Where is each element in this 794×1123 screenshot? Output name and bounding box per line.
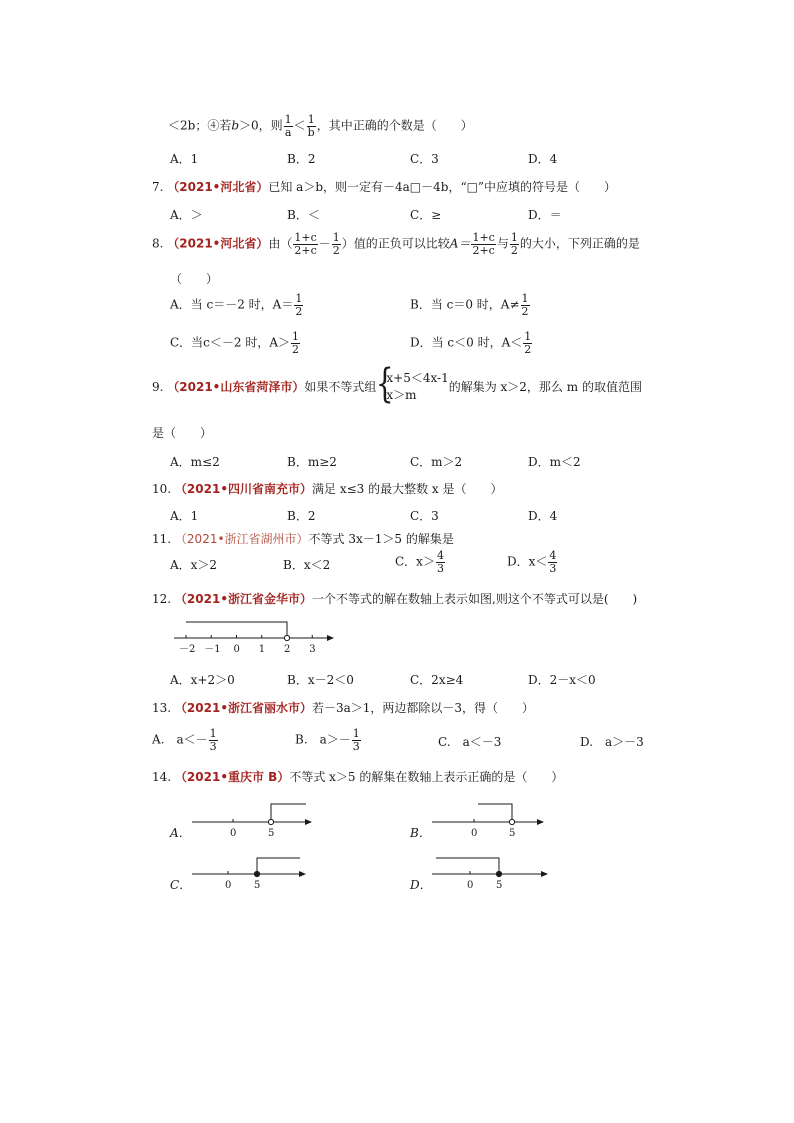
q7-number: 7.	[152, 180, 164, 194]
q7-option-b: B．＜	[287, 208, 320, 222]
q8-minus: －	[318, 236, 331, 251]
q9-option-b: B．m≥2	[287, 455, 337, 469]
svg-text:5: 5	[268, 828, 275, 839]
q8-source: （2021•河北省）	[167, 236, 269, 251]
q6-option-b: B．2	[287, 152, 316, 166]
q8-option-a: A．当 c＝－2 时，A＝ $\frac{1}{2}$	[170, 292, 303, 318]
q8-option-d: D．当 c＜0 时，A＜ $\frac{1}{2}$	[410, 330, 532, 356]
q13-option-d: D. a＞－3	[580, 735, 644, 749]
q13-source: （2021•浙江省丽水市）	[174, 701, 312, 715]
q11-option-d: D．x＜ $\frac{4}{3}$	[507, 549, 557, 575]
q13-option-b: B. a＞－ $\frac{1}{3}$	[295, 727, 360, 753]
q6-option-a: A．1	[170, 152, 199, 166]
svg-text:0: 0	[471, 828, 478, 839]
q6-text-start: ＜2b；④若	[168, 118, 232, 133]
q8-text-1: 由（	[268, 236, 293, 251]
q14-option-b-number-line	[430, 800, 560, 840]
q12-option-d: D．2－x＜0	[528, 673, 596, 687]
q12-tick-label: 0	[233, 644, 240, 655]
q12-text: 一个不等式的解在数轴上表示如图,则这个不等式可以是( )	[312, 592, 638, 606]
q8-frac-1: $\frac{1+c}{2+c}$	[294, 231, 317, 257]
q11-option-c: C．x＞ $\frac{4}{3}$	[395, 549, 444, 575]
q10-option-a: A．1	[170, 509, 199, 523]
svg-text:0: 0	[225, 880, 232, 891]
q9-option-d: D．m＜2	[528, 455, 581, 469]
q11-option-b: B．x＜2	[283, 558, 331, 572]
q12-number: 12.	[152, 592, 172, 606]
q12-source: （2021•浙江省金华市）	[174, 592, 312, 606]
q12-tick-label: 2	[284, 644, 291, 655]
q6-text-lt: ＜	[293, 118, 306, 133]
q14-text: 不等式 x＞5 的解集在数轴上表示正确的是（ ）	[289, 770, 564, 784]
q6-frac-1b: $\frac{1}{b}$	[307, 113, 315, 139]
q12-number-line	[172, 616, 342, 658]
q12-option-b: B．x－2＜0	[287, 673, 354, 687]
q8-paren: （ ）	[170, 272, 219, 286]
q13-text: 若－3a＞1，两边都除以－3，得（ ）	[312, 701, 535, 715]
q9-option-a: A．m≤2	[170, 455, 220, 469]
q6-option-c: C．3	[410, 152, 439, 166]
q10-option-c: C．3	[410, 509, 439, 523]
q10-line	[152, 480, 502, 497]
svg-text:0: 0	[467, 880, 474, 891]
q7-option-a: A．＞	[170, 208, 203, 222]
q12-tick-label: 1	[258, 644, 266, 655]
q14-line	[152, 768, 563, 785]
q7-option-c: C．≥	[410, 208, 442, 222]
q9-source: （2021•山东省菏泽市）	[167, 379, 305, 394]
q14-option-a-number-line	[190, 800, 320, 840]
q8-text-3: 与	[496, 236, 509, 251]
q10-option-d: D．4	[528, 509, 558, 523]
q10-option-b: B．2	[287, 509, 316, 523]
q14-option-a-label: A．	[170, 826, 191, 840]
svg-text:0: 0	[230, 828, 237, 839]
q11-option-a: A．x＞2	[170, 558, 218, 572]
q9-text-3: 是（ ）	[152, 426, 213, 440]
q12-tick-label: －2	[179, 644, 196, 655]
q6-var-b: b	[231, 118, 240, 133]
q9-line	[152, 370, 642, 405]
svg-text:5: 5	[254, 880, 261, 891]
q6-text-gt0: ＞0，则	[239, 118, 283, 133]
q12-tick-label: －1	[204, 644, 221, 655]
svg-text:5: 5	[496, 880, 503, 891]
q8-option-c: C．当c＜－2 时，A＞ $\frac{1}{2}$	[170, 330, 300, 356]
q14-option-b-label: B．	[410, 826, 431, 840]
q14-option-c-number-line	[190, 852, 320, 892]
q8-text-2: ）值的正负可以比较	[341, 236, 450, 251]
q7-option-d: D．＝	[528, 208, 562, 222]
q8-option-b: B．当 c＝0 时，A≠ $\frac{1}{2}$	[410, 292, 529, 318]
q8-frac-2: $\frac{1}{2}$	[332, 231, 340, 257]
q12-tick-label: 3	[309, 644, 316, 655]
q6-text-end: ，其中正确的个数是（ ）	[316, 118, 473, 133]
q11-number: 11.	[152, 532, 172, 546]
q10-source: （2021•四川省南充市）	[174, 482, 312, 496]
q8-frac-4: $\frac{1}{2}$	[510, 231, 518, 257]
q11-source: （2021•浙江省湖州市）	[174, 532, 309, 546]
q6-option-d: D．4	[528, 152, 558, 166]
svg-text:5: 5	[509, 828, 516, 839]
q13-option-c: C. a＜－3	[438, 735, 502, 749]
q7-source: （2021•河北省）	[167, 180, 269, 194]
q8-frac-3: $\frac{1+c}{2+c}$	[472, 231, 495, 257]
q9-inequality-system: { x+5＜4x-1 x＞m	[376, 370, 448, 405]
q9-option-c: C．m＞2	[410, 455, 463, 469]
q11-text: 不等式 3x－1＞5 的解集是	[308, 532, 454, 546]
q13-line	[152, 699, 534, 716]
q14-option-d-number-line	[430, 852, 560, 892]
q12-option-c: C．2x≥4	[410, 673, 464, 687]
q12-line	[152, 590, 637, 607]
q10-text: 满足 x≤3 的最大整数 x 是（ ）	[312, 482, 503, 496]
q7-text: 已知 a＞b，则一定有－4a□－4b，“□”中应填的符号是（ ）	[268, 180, 617, 194]
q14-number: 14.	[152, 770, 172, 784]
q10-number: 10.	[152, 482, 172, 496]
q13-option-a: A. a＜－ $\frac{1}{3}$	[152, 727, 217, 753]
q9-number: 9.	[152, 379, 164, 394]
q11-line	[152, 530, 454, 547]
q13-number: 13.	[152, 701, 172, 715]
q14-option-c-label: C．	[170, 878, 192, 892]
q14-option-d-label: D．	[410, 878, 432, 892]
q8-A-eq: A＝	[449, 236, 471, 251]
q8-number: 8.	[152, 236, 164, 251]
q8-text-4: 的大小，下列正确的是	[519, 236, 640, 251]
q6-frac-1a: $\frac{1}{a}$	[284, 113, 292, 139]
q9-text-2: 的解集为 x＞2，那么 m 的取值范围	[448, 379, 642, 394]
q8-line	[152, 232, 640, 256]
q9-text-1: 如果不等式组	[304, 379, 377, 394]
q12-option-a: A．x+2＞0	[170, 673, 235, 687]
q6-line	[168, 114, 473, 138]
q14-source: （2021•重庆市 B）	[174, 770, 290, 784]
q7-line	[152, 178, 616, 195]
